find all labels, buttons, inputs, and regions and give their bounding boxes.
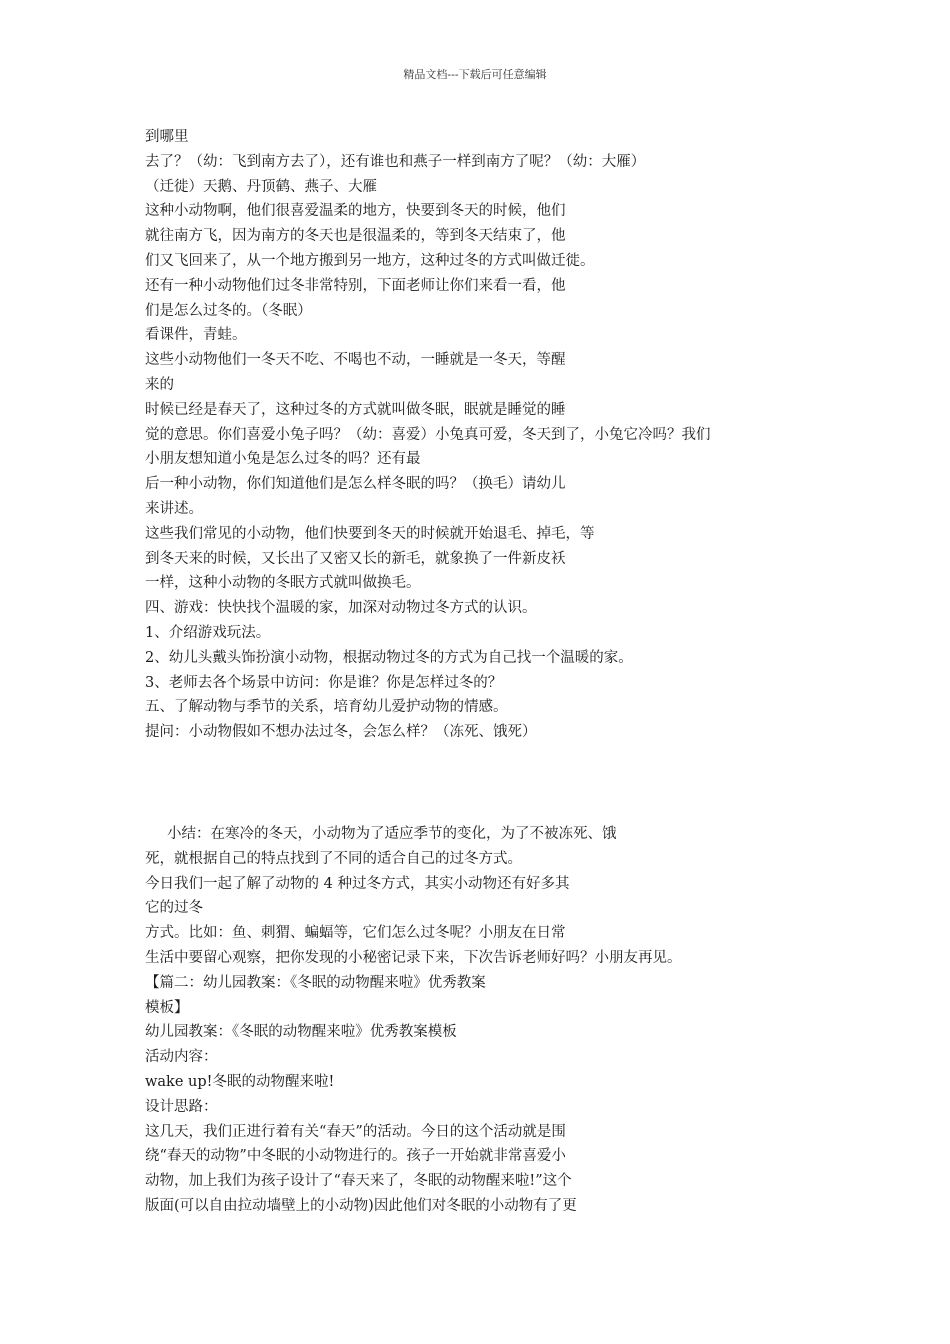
text-line: 时候已经是春天了，这种过冬的方式就叫做冬眠，眠就是睡觉的睡 <box>145 401 566 418</box>
text-line: 来讲述。 <box>145 500 203 517</box>
text-block-2 <box>145 822 825 1219</box>
text-line: 一样，这种小动物的冬眠方式就叫做换毛。 <box>145 575 421 592</box>
text-line: wake up!冬眠的动物醒来啦! <box>145 1073 335 1090</box>
document-title: 幼儿园教案：《冬眠的动物醒来啦》优秀教案模板 <box>145 1024 457 1041</box>
section-heading-game: 四、游戏：快快找个温暖的家，加深对动物过冬方式的认识。 <box>145 600 537 617</box>
text-line: 到哪里 <box>145 129 189 145</box>
list-item: 1、介绍游戏玩法。 <box>145 624 271 641</box>
text-line: 活动内容： <box>145 1049 218 1066</box>
summary-line: 小结：在寒冷的冬天，小动物为了适应季节的变化，为了不被冻死、饿 <box>167 826 617 842</box>
chapter-heading: 模板】 <box>145 999 189 1016</box>
text-line: （迁徙）天鹅、丹顶鹤、燕子、大雁 <box>145 178 377 195</box>
text-line: 看课件，青蛙。 <box>145 327 247 344</box>
chapter-heading: 【篇二：幼儿园教案：《冬眠的动物醒来啦》优秀教案 <box>145 974 486 991</box>
list-item: 3、老师去各个场景中访问：你是谁？你是怎样过冬的？ <box>145 674 503 691</box>
text-line: 到冬天来的时候，又长出了又密又长的新毛，就象换了一件新皮袄 <box>145 550 566 567</box>
section-heading-relation: 五、了解动物与季节的关系，培育幼儿爱护动物的情感。 <box>145 699 508 716</box>
text-line: 今日我们一起了解了动物的 4 种过冬方式，其实小动物还有好多其 <box>145 875 570 892</box>
text-line: 版面(可以自由拉动墙壁上的小动物)因此他们对冬眠的小动物有了更 <box>145 1197 577 1214</box>
text-line: 绕“春天的动物”中冬眠的小动物进行的。孩子一开始就非常喜爱小 <box>145 1148 566 1165</box>
text-line: 生活中要留心观察，把你发现的小秘密记录下来，下次告诉老师好吗？小朋友再见。 <box>145 949 682 966</box>
text-line: 觉的意思。你们喜爱小兔子吗？（幼：喜爱）小兔真可爱，冬天到了，小兔它冷吗？我们 <box>145 426 711 443</box>
text-line: 还有一种小动物他们过冬非常特别，下面老师让你们来看一看，他 <box>145 277 566 294</box>
text-line: 动物，加上我们为孩子设计了“春天来了，冬眠的动物醒来啦!”这个 <box>145 1173 572 1190</box>
text-line: 提问：小动物假如不想办法过冬，会怎么样？（冻死、饿死） <box>145 724 537 741</box>
text-line: 来的 <box>145 376 174 393</box>
text-line: 它的过冬 <box>145 900 203 917</box>
text-line: 设计思路： <box>145 1098 218 1115</box>
text-block-1 <box>145 125 825 745</box>
text-line: 方式。比如：鱼、刺猬、蝙蝠等，它们怎么过冬呢？小朋友在日常 <box>145 925 566 942</box>
text-line: 这几天，我们正进行着有关“春天”的活动。今日的这个活动就是围 <box>145 1123 566 1140</box>
text-line: 这些我们常见的小动物，他们快要到冬天的时候就开始退毛、掉毛，等 <box>145 525 595 542</box>
text-line: 这些小动物他们一冬天不吃、不喝也不动，一睡就是一冬天，等醒 <box>145 352 566 369</box>
text-line: 小朋友想知道小兔是怎么过冬的吗？还有最 <box>145 451 421 468</box>
text-line: 去了？（幼：飞到南方去了），还有谁也和燕子一样到南方了呢？（幼：大雁） <box>145 153 646 170</box>
page-header: 精品文档---下载后可任意编辑 <box>403 68 547 81</box>
text-line: 们是怎么过冬的。（冬眠） <box>145 302 312 319</box>
list-item: 2、幼儿头戴头饰扮演小动物，根据动物过冬的方式为自己找一个温暖的家。 <box>145 649 633 666</box>
text-line: 们又飞回来了，从一个地方搬到另一地方，这种过冬的方式叫做迁徙。 <box>145 252 595 269</box>
text-line: 后一种小动物，你们知道他们是怎么样冬眠的吗？（换毛）请幼儿 <box>145 476 566 493</box>
text-line: 就往南方飞，因为南方的冬天也是很温柔的，等到冬天结束了，他 <box>145 228 566 245</box>
text-line: 死，就根据自己的特点找到了不同的适合自己的过冬方式。 <box>145 850 522 867</box>
text-line: 这种小动物啊，他们很喜爱温柔的地方，快要到冬天的时候，他们 <box>145 203 566 220</box>
